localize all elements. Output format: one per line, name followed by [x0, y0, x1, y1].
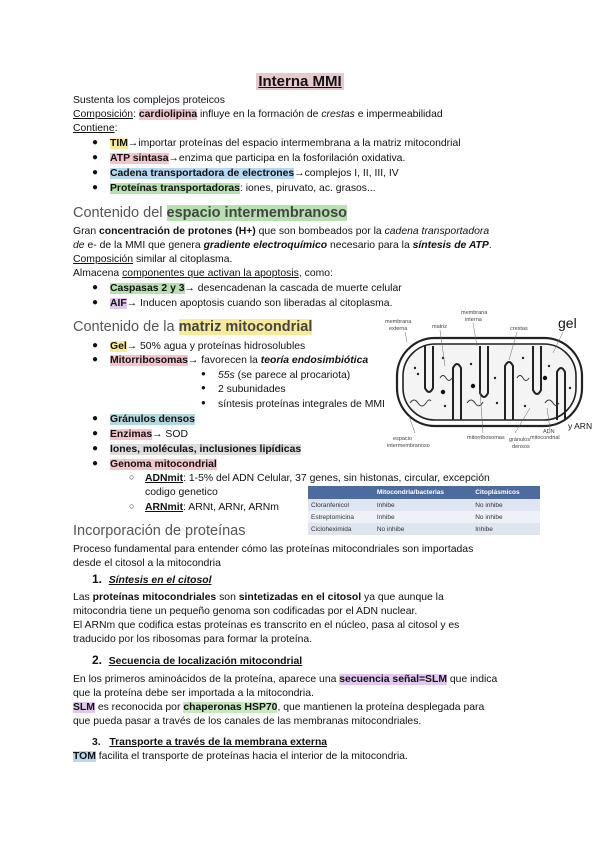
step-3-heading: 3. Transporte a través de la membrana externa: [92, 737, 328, 748]
list-item: Genoma mitocondrial: [110, 459, 217, 470]
contiene-label: Contiene:: [73, 123, 118, 134]
list-item: AIF→ Inducen apoptosis cuando son liberadas al citoplasma.: [110, 298, 393, 309]
table-cell: Cloranfenicol: [308, 499, 374, 511]
table-row: [308, 523, 540, 535]
table-cell: Inhibe: [472, 523, 540, 535]
section-heading-espacio: Contenido del espacio intermembranoso: [73, 205, 348, 221]
label-granulos-1: gránulos: [509, 437, 531, 443]
label-membrana-externa-2: externa: [389, 326, 408, 332]
table-cell: Estreptomicina: [308, 511, 374, 523]
list-item: síntesis proteínas integrales de MMI: [218, 399, 385, 410]
table-cell: Inhibe: [374, 499, 472, 511]
bullet-dot: ●: [92, 182, 99, 193]
table-row: [308, 499, 540, 511]
step-2-line-3: SLM es reconocida por chaperonas HSP70, que mantienen la proteína desplegada para: [73, 702, 485, 713]
table-cell: No inhibe: [472, 499, 540, 511]
table-header-cell: [308, 486, 374, 499]
table-cell: No inhibe: [374, 523, 472, 535]
espacio-line-2: de e- de la MMI que genera gradiente electroquímico necesario para la síntesis de ATP.: [73, 240, 492, 251]
table-header-cell: Citoplásmicos: [472, 486, 540, 499]
bullet-dot: ●: [92, 428, 99, 439]
step-1-line-1: Las proteínas mitocondriales son sintetizadas en el citosol ya que aunque la: [73, 592, 444, 603]
espacio-line-3: Composición similar al citoplasma.: [73, 254, 233, 265]
step-1-heading: 1. Síntesis en el citosol: [92, 572, 212, 586]
mitochondrion-diagram: [385, 308, 600, 458]
espacio-line-4: Almacena componentes que activan la apoptosis, como:: [73, 268, 333, 279]
label-membrana-externa-1: membrana: [385, 319, 412, 325]
step-2-line-4: que pueda pasar a través de los canales de las membranas mitocondriales.: [73, 716, 422, 727]
label-matriz: matriz: [432, 324, 447, 330]
bullet-dot: ●: [92, 297, 99, 308]
list-item: Enzimas→ SOD: [110, 429, 188, 440]
bullet-dot: ●: [92, 137, 99, 148]
table-cell: Cicloheximida: [308, 523, 374, 535]
inner-membrane: [403, 344, 576, 420]
table-cell: Inhibe: [374, 511, 472, 523]
label-membrana-interna-1: membrana: [461, 310, 488, 316]
label-crestas: crestas: [510, 326, 528, 332]
label-gel: gel: [558, 315, 577, 331]
composicion-line: Composición: cardiolipina influye en la formación de crestas e impermeabilidad: [73, 109, 443, 120]
list-item: Mitorribosomas→ favorecen la teoría endosimbiótica: [110, 355, 369, 366]
label-membrana-interna-2: interna: [465, 317, 482, 323]
step-1-line-2: mitocondria tiene un pequeño genoma son codificadas por el ADN nuclear.: [73, 606, 418, 617]
list-item: Caspasas 2 y 3→ desencadenan la cascada de muerte celular: [110, 283, 402, 294]
list-item: ARNmit: ARNt, ARNr, ARNm: [145, 502, 279, 513]
section-heading-matriz: Contenido de la matriz mitocondrial: [73, 319, 313, 335]
bullet-circle: ○: [129, 472, 135, 482]
list-item: ADNmit: 1-5% del ADN Celular, 37 genes, sin histonas, circular, excepción: [145, 473, 490, 484]
bullet-dot: ●: [92, 152, 99, 163]
bullet-dot: ●: [201, 398, 206, 407]
table-header-cell: Mitocondria/bacterias: [374, 486, 472, 499]
label-adn-1: ADN: [543, 429, 555, 435]
incorp-line-2: desde el citosol a la mitocondria: [73, 558, 221, 569]
bullet-dot: ●: [92, 340, 99, 351]
label-granulos-2: densos: [512, 444, 530, 450]
label-espacio-1: espacio: [393, 436, 412, 442]
step-1-line-3: El ARNm que codifica estas proteínas es transcrito en el núcleo, pasa al citosol y es: [73, 620, 460, 631]
list-item: Cadena transportadora de electrones→complejos I, II, III, IV: [110, 168, 399, 179]
label-mitorribosomas: mitorribosomas: [467, 435, 505, 441]
list-item: Proteínas transportadoras: iones, piruvato, ac. grasos...: [110, 183, 376, 194]
list-item: Iones, moléculas, inclusiones lipídicas: [110, 444, 302, 455]
label-adn-2: mitocondrial: [530, 435, 560, 441]
list-item: ATP sintasa→enzima que participa en la fosforilación oxidativa.: [110, 153, 406, 164]
page-title: Interna MMI: [258, 73, 342, 90]
section-heading-incorporacion: Incorporación de proteínas: [73, 523, 246, 539]
list-item: TIM→importar proteínas del espacio intermembrana a la matriz mitocondrial: [110, 138, 461, 149]
bullet-dot: ●: [201, 383, 206, 392]
table-cell: No inhibe: [472, 511, 540, 523]
bullet-dot: ●: [92, 413, 99, 424]
espacio-line-1: Gran concentración de protones (H+) que son bombeados por la cadena transportadora: [73, 226, 490, 237]
step-2-line-1: En los primeros aminoácidos de la proteína, aparece una secuencia señal=SLM que indica: [73, 674, 498, 685]
label-espacio-2: intermembranoso: [387, 443, 430, 449]
table-row: [308, 511, 540, 523]
bullet-dot: ●: [92, 443, 99, 454]
antibiotics-table: [308, 486, 540, 535]
intro-line: Sustenta los complejos proteicos: [73, 95, 225, 106]
step-2-heading: 2. Secuencia de localización mitocondrial: [92, 653, 303, 667]
step-2-line-2: que la proteína debe ser importada a la mitocondria.: [73, 688, 314, 699]
label-y-arn: y ARN: [568, 421, 593, 431]
list-item: 55s (se parece al procariota): [218, 370, 351, 381]
list-item: Gránulos densos: [110, 414, 195, 425]
list-item-cont: codigo genetico: [145, 487, 218, 498]
bullet-dot: ●: [92, 354, 99, 365]
incorp-line-1: Proceso fundamental para entender cómo las proteínas mitocondriales son importadas: [73, 544, 474, 555]
list-item: 2 subunidades: [218, 384, 286, 395]
bullet-dot: ●: [92, 167, 99, 178]
bullet-dot: ●: [92, 458, 99, 469]
bullet-dot: ●: [92, 282, 99, 293]
bullet-dot: ●: [201, 369, 206, 378]
bullet-circle: ○: [129, 501, 135, 511]
table-header-row: [308, 486, 540, 499]
step-1-line-4: traducido por los ribosomas para formar la proteína.: [73, 634, 313, 645]
list-item: Gel→ 50% agua y proteínas hidrosolubles: [110, 341, 306, 352]
step-3-line-1: TOM facilita el transporte de proteínas hacia el interior de la mitocondria.: [73, 751, 408, 762]
